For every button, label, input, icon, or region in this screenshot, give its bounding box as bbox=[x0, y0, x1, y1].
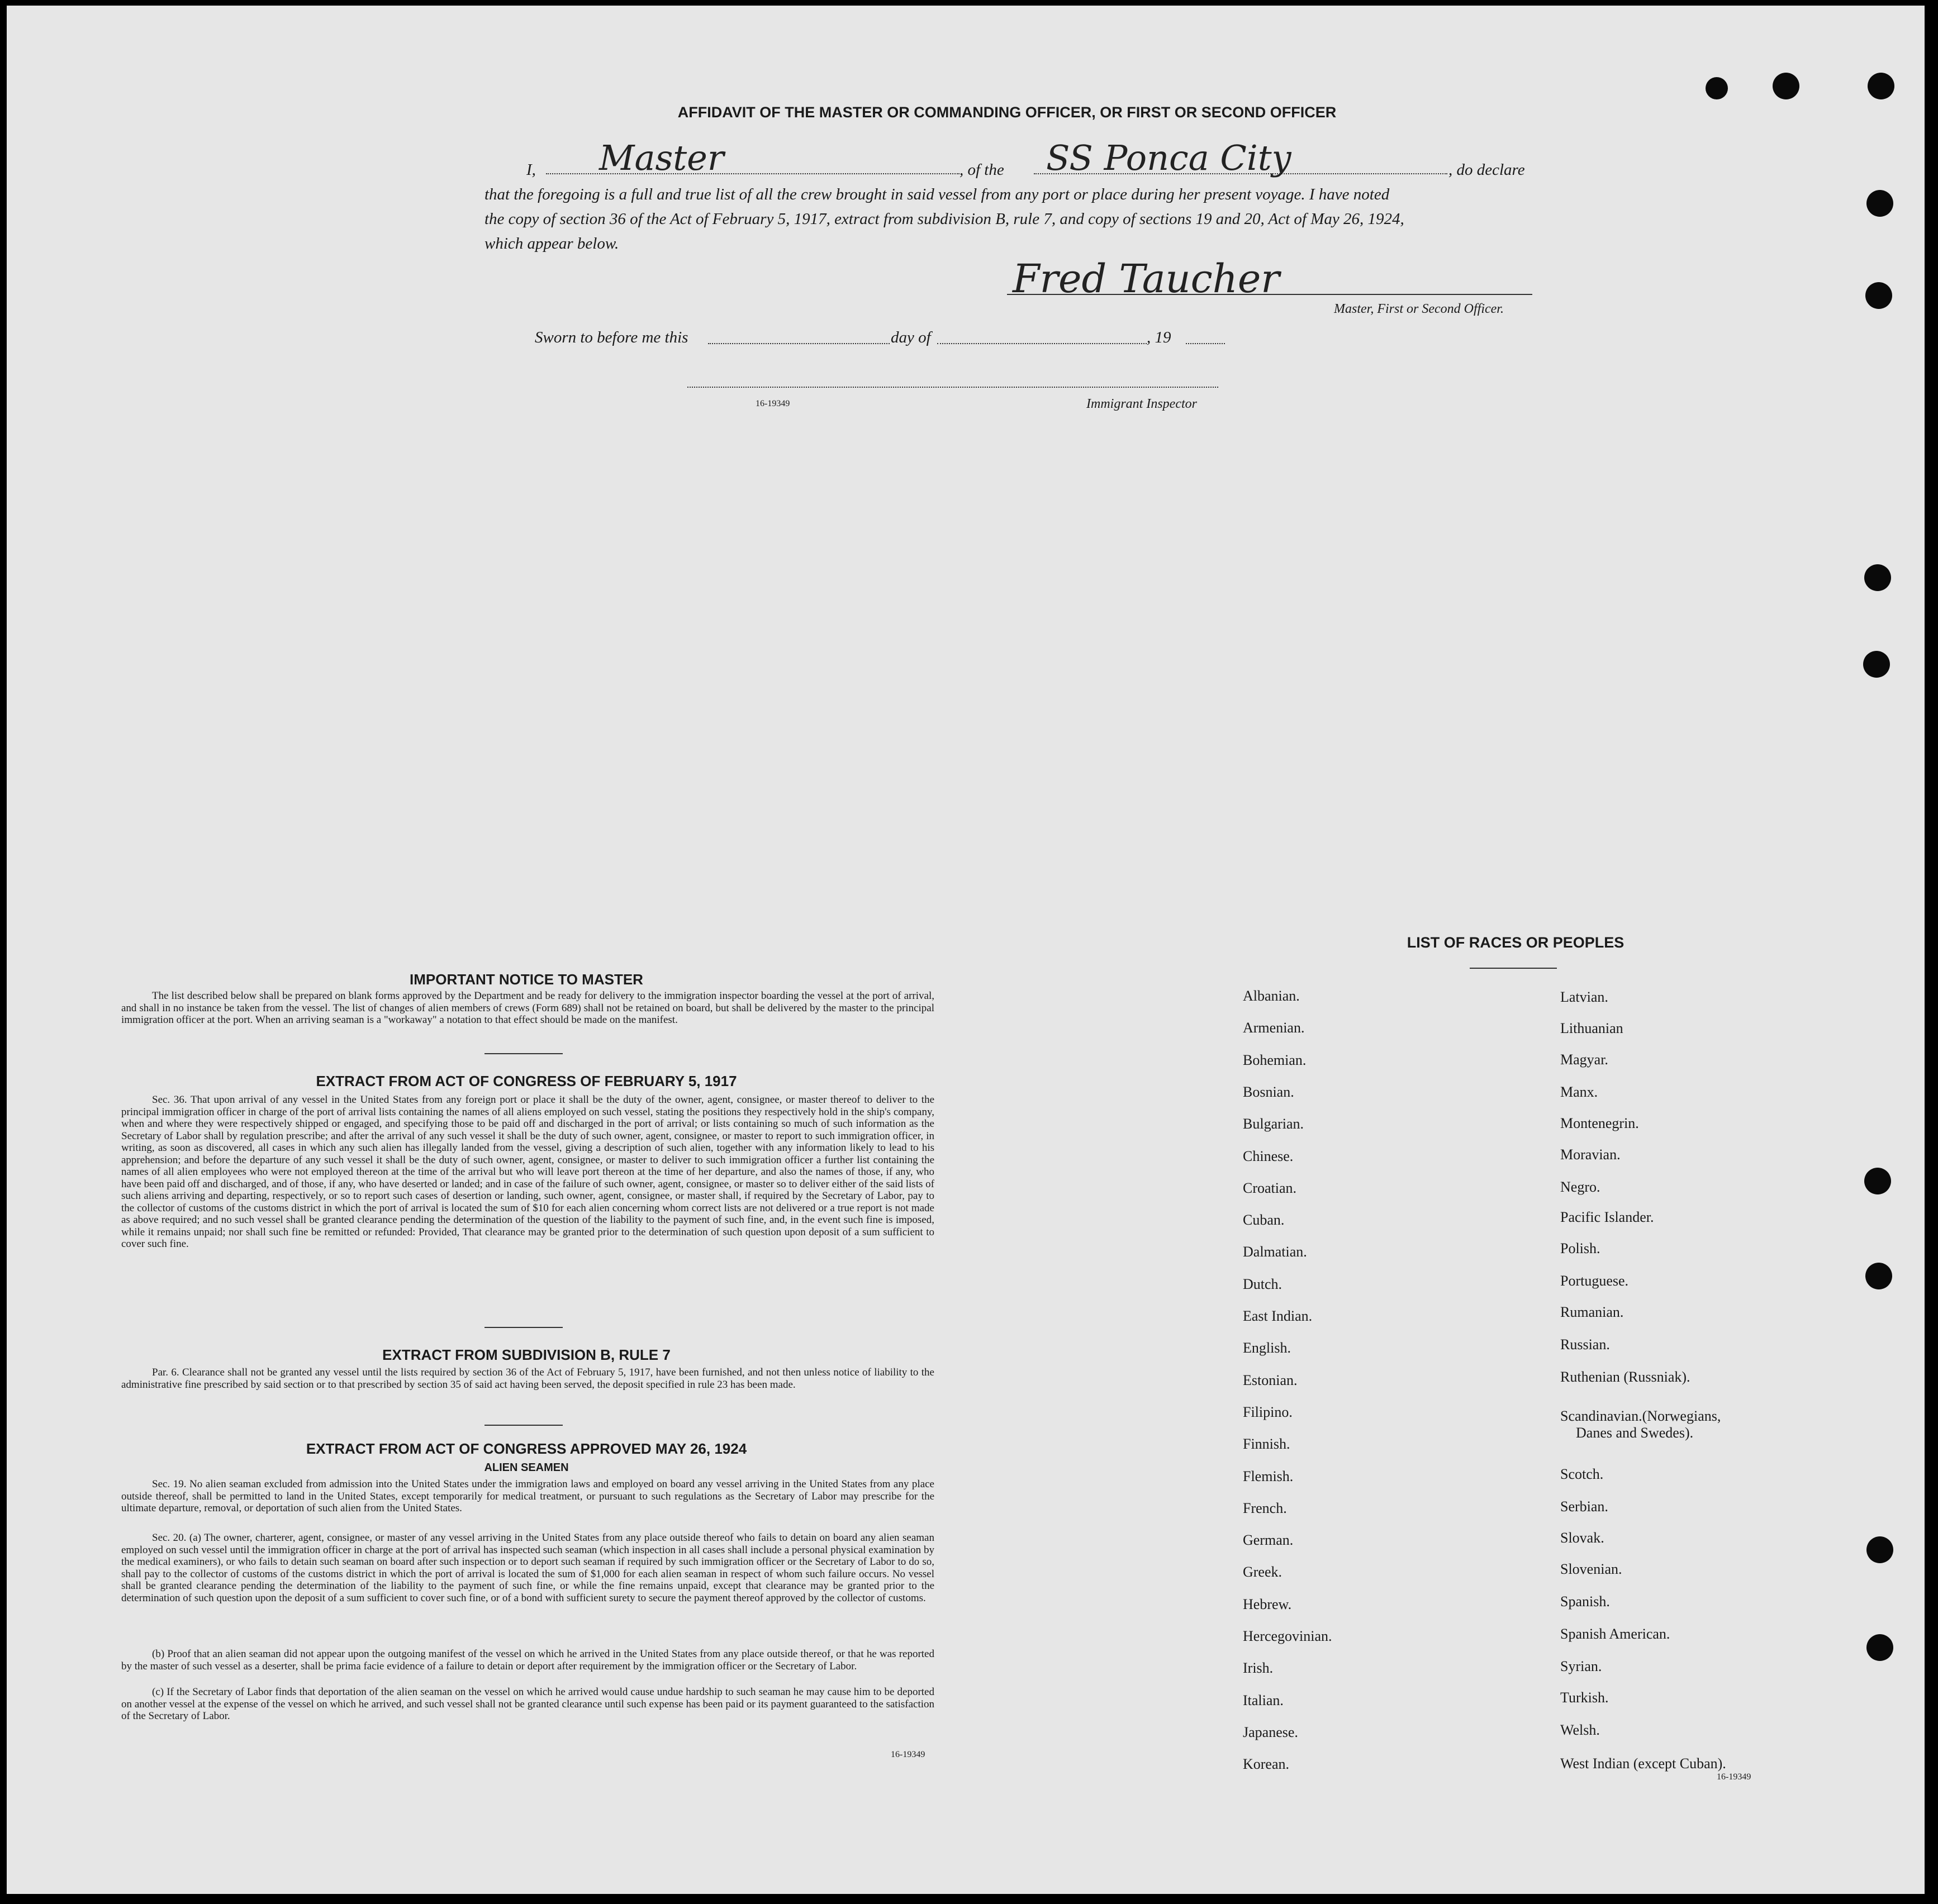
document-page bbox=[7, 6, 1925, 1894]
sec20b-text: (b) Proof that an alien seaman did not appear upon the outgoing manifest of the vessel on which he arrived in the United States from any place outside thereof, or that he was reported by the master of such vessel as a deserter, shall be prima facie evidence of a failure to detain or deport after requirement by the immigration officer or the Secretary of Labor. bbox=[121, 1648, 934, 1672]
race-item: English. bbox=[1243, 1340, 1291, 1356]
race-item: Italian. bbox=[1243, 1692, 1284, 1708]
race-item: Magyar. bbox=[1560, 1051, 1608, 1068]
sworn-label: Sworn to before me this bbox=[535, 329, 688, 346]
race-item: Moravian. bbox=[1560, 1146, 1621, 1163]
race-item: Russian. bbox=[1560, 1336, 1610, 1353]
race-item: Bohemian. bbox=[1243, 1051, 1307, 1068]
race-item: Portuguese. bbox=[1560, 1273, 1629, 1289]
races-title: LIST OF RACES OR PEOPLES bbox=[1407, 934, 1624, 951]
punch-hole bbox=[1863, 651, 1890, 678]
punch-hole bbox=[1865, 1263, 1892, 1289]
separator bbox=[484, 1053, 563, 1054]
day-of-label: day of bbox=[891, 329, 931, 346]
race-item: Dutch. bbox=[1243, 1275, 1282, 1292]
race-item: Greek. bbox=[1243, 1564, 1282, 1581]
vessel-name-field[interactable]: SS Ponca City bbox=[1046, 137, 1291, 178]
inspector-line bbox=[687, 387, 1218, 388]
race-item: Ruthenian (Russniak). bbox=[1560, 1369, 1690, 1385]
race-item: Cuban. bbox=[1243, 1212, 1285, 1229]
race-item: Chinese. bbox=[1243, 1148, 1294, 1164]
form-number: 16-19349 bbox=[891, 1750, 925, 1759]
race-item: Serbian. bbox=[1560, 1498, 1608, 1515]
extract-1917-text: Sec. 36. That upon arrival of any vessel in the United States from any foreign port or place it shall be the duty of the owner, agent, consignee, or master thereof to deliver to the principal immigration officer in charge of the port of arrival lists containing the names of all aliens employed on such vessel, stating the positions they respectively hold in the ship's company, when and where they were respectively shipped or engaged, and specifying those to be paid off and discharged in the port of arrival; or lists containing so much of such information as the Secretary of Labor shall by regulation prescribe; and after the arrival of any such vessel it shall be the duty of such owner, agent, consignee, or master to report to such immigration officer, in writing, as soon as discovered, all cases in which any such alien has illegally landed from the vessel, giving a description of such alien, together with any information likely to lead to his apprehension; and before the departure of any such vessel it shall be the duty of such owner, agent, consignee, or master to deliver to such immigration officer a further list containing the names of all alien employees who were not employed thereon at the time of the arrival but who will leave port thereon at the time of her departure, and also the names of those, if any, who have been paid off and discharged, and of those, if any, who have deserted or landed; and in case of the failure of such owner, agent, consignee, or master so to deliver either of the said lists of such aliens arriving and departing, respectively, or so to report such cases of desertion or landing, such owner, agent, consignee, or master shall, if required by the Secretary of Labor, pay to the collector of customs of the customs district in which the port of arrival is located the sum of $10 for each alien concerning whom correct lists are not delivered or a true report is not made as above required; and no such vessel shall be granted clearance pending the determination of the question of the liability to the payment of such fine, and, in the event such fine is imposed, while it remains unpaid; nor shall such fine be remitted or refunded: Provided, That clearance may be granted prior to the determination of such question upon deposit of a sum sufficient to cover such fine. bbox=[121, 1094, 934, 1250]
race-item: Hercegovinian. bbox=[1243, 1628, 1332, 1644]
race-item: Turkish. bbox=[1560, 1689, 1609, 1706]
sworn-month-line[interactable] bbox=[937, 343, 1147, 344]
race-item: Spanish American. bbox=[1560, 1626, 1670, 1642]
race-item: Croatian. bbox=[1243, 1179, 1297, 1196]
race-item: Spanish. bbox=[1560, 1593, 1610, 1610]
extract-1924-title: EXTRACT FROM ACT OF CONGRESS APPROVED MAY 26, 1924 bbox=[306, 1440, 747, 1457]
signature: Fred Taucher bbox=[1013, 256, 1280, 302]
race-item: Japanese. bbox=[1243, 1724, 1298, 1740]
race-item: Bosnian. bbox=[1243, 1083, 1294, 1100]
punch-hole bbox=[1865, 282, 1892, 309]
affidavit-body-line2: the copy of section 36 of the Act of February 5, 1917, extract from subdivision B, rule 7, and copy of sections 19 and 20, Act of May 26, 1924, bbox=[484, 210, 1404, 228]
sec19-text: Sec. 19. No alien seaman excluded from admission into the United States under the immigration laws and employed on board any vessel arriving in the United States from any place outside thereof, shall be permitted to land in the United States, except temporarily for medical treatment, or pursuant to such regulations as the Secretary of Labor may prescribe for the ultimate departure, removal, or deportation of such alien from the United States. bbox=[121, 1478, 934, 1514]
race-item: Pacific Islander. bbox=[1560, 1209, 1654, 1225]
notice-title: IMPORTANT NOTICE TO MASTER bbox=[410, 971, 643, 988]
race-item: Scandinavian.(Norwegians, bbox=[1560, 1408, 1721, 1424]
race-item: East Indian. bbox=[1243, 1308, 1313, 1324]
extract-rule7-title: EXTRACT FROM SUBDIVISION B, RULE 7 bbox=[382, 1346, 671, 1363]
affidavit-body-line3: which appear below. bbox=[484, 235, 619, 253]
punch-hole bbox=[1864, 1168, 1891, 1194]
separator bbox=[484, 1327, 563, 1328]
sworn-year-line[interactable] bbox=[1186, 343, 1225, 344]
sec20a-text: Sec. 20. (a) The owner, charterer, agent, consignee, or master of any vessel arriving in the United States from any place outside thereof who fails to detain on board any alien seaman employed on such vessel until the immigration officer in charge at the port of arrival has inspected such seaman (which inspection in all cases shall include a personal physical examination by the medical examiners), or who fails to detain such seaman on board after such inspection or to deport such seaman if required by such immigration officer or the Secretary of Labor to do so, shall pay to the collector of customs of the customs district in which the port of arrival is located the sum of $1,000 for each alien seaman in respect of whom such failure occurs. No vessel shall be granted clearance pending the determination of the liability to the payment of such fine, or while the fine remains unpaid, except that clearance may be granted prior to the determination of such question upon the deposit of a sum sufficient to cover such fine, or of a bond with sufficient surety to secure the payment thereof approved by the collector of customs. bbox=[121, 1532, 934, 1604]
notice-text: The list described below shall be prepared on blank forms approved by the Department and be ready for delivery to the immigration inspector boarding the vessel at the port of arrival, and shall in no instance be taken from the vessel. The list of changes of alien members of crews (Form 689) shall not be retained on board, but shall be delivered by the master to the principal immigration officer at the port. When an arriving seaman is a "workaway" a notation to that effect should be made on the manifest. bbox=[121, 990, 934, 1026]
signature-caption: Master, First or Second Officer. bbox=[1334, 302, 1504, 316]
sworn-day-line[interactable] bbox=[708, 343, 890, 344]
year-label: , 19 bbox=[1147, 329, 1171, 346]
race-item: Korean. bbox=[1243, 1756, 1290, 1773]
race-item: Finnish. bbox=[1243, 1436, 1290, 1453]
race-item: Danes and Swedes). bbox=[1576, 1425, 1694, 1441]
alien-seamen-subtitle: ALIEN SEAMEN bbox=[484, 1462, 569, 1474]
race-item: Scotch. bbox=[1560, 1466, 1604, 1482]
race-item: Hebrew. bbox=[1243, 1596, 1292, 1612]
race-item: Dalmatian. bbox=[1243, 1244, 1307, 1260]
punch-hole bbox=[1866, 190, 1893, 217]
race-item: Rumanian. bbox=[1560, 1304, 1624, 1320]
race-item: Irish. bbox=[1243, 1660, 1274, 1677]
do-declare-label: , do declare bbox=[1448, 161, 1525, 179]
race-item: Albanian. bbox=[1243, 988, 1300, 1004]
race-item: Negro. bbox=[1560, 1179, 1600, 1195]
punch-hole bbox=[1773, 73, 1799, 99]
extract-1917-title: EXTRACT FROM ACT OF CONGRESS OF FEBRUARY 5, 1917 bbox=[316, 1073, 737, 1089]
race-item: Syrian. bbox=[1560, 1658, 1602, 1674]
master-name-field[interactable]: Master bbox=[599, 137, 724, 178]
race-item: Montenegrin. bbox=[1560, 1115, 1639, 1131]
punch-hole bbox=[1864, 564, 1891, 591]
race-item: German. bbox=[1243, 1532, 1294, 1549]
race-item: Welsh. bbox=[1560, 1722, 1600, 1738]
separator bbox=[484, 1425, 563, 1426]
race-item: Slovenian. bbox=[1560, 1561, 1622, 1577]
punch-hole bbox=[1706, 77, 1728, 99]
race-item: Slovak. bbox=[1560, 1530, 1604, 1546]
punch-hole bbox=[1868, 73, 1894, 99]
form-number: 16-19349 bbox=[756, 399, 790, 408]
extract-rule7-text: Par. 6. Clearance shall not be granted any vessel until the lists required by section 36 of the Act of February 5, 1917, have been furnished, and not then unless notice of liability to the administrative fine prescribed by said section or to that prescribed by section 35 of said act having been served, the deposit specified in rule 23 has been made. bbox=[121, 1367, 934, 1391]
race-item: Flemish. bbox=[1243, 1468, 1294, 1484]
race-item: French. bbox=[1243, 1500, 1287, 1516]
race-item: Filipino. bbox=[1243, 1403, 1293, 1420]
punch-hole bbox=[1866, 1536, 1893, 1563]
affidavit-title: AFFIDAVIT OF THE MASTER OR COMMANDING OFFICER, OR FIRST OR SECOND OFFICER bbox=[677, 104, 1337, 121]
race-item: Latvian. bbox=[1560, 989, 1608, 1005]
form-number: 16-19349 bbox=[1717, 1772, 1751, 1782]
race-item: Polish. bbox=[1560, 1240, 1600, 1256]
sec20c-text: (c) If the Secretary of Labor finds that deportation of the alien seaman on the vessel on which he arrived would cause undue hardship to such seaman he may cause him to be deported on another vessel at the expense of the vessel on which he arrived, and such vessel shall not be granted clearance until such expense has been paid or its payment guaranteed to the satisfaction of the Secretary of Labor. bbox=[121, 1686, 934, 1722]
race-item: Estonian. bbox=[1243, 1372, 1298, 1388]
signature-line bbox=[1007, 294, 1532, 295]
race-item: Manx. bbox=[1560, 1084, 1598, 1100]
punch-hole bbox=[1866, 1634, 1893, 1661]
separator bbox=[1470, 968, 1557, 969]
affidavit-body-line1: that the foregoing is a full and true list of all the crew brought in said vessel from any port or place during her present voyage. I have noted bbox=[484, 185, 1390, 203]
race-item: Bulgarian. bbox=[1243, 1116, 1304, 1132]
inspector-caption: Immigrant Inspector bbox=[1086, 397, 1197, 411]
race-item: Lithuanian bbox=[1560, 1020, 1623, 1036]
race-item: West Indian (except Cuban). bbox=[1560, 1755, 1726, 1772]
race-item: Armenian. bbox=[1243, 1020, 1305, 1036]
i-label: I, bbox=[526, 161, 536, 179]
of-the-label: , of the bbox=[960, 161, 1004, 179]
